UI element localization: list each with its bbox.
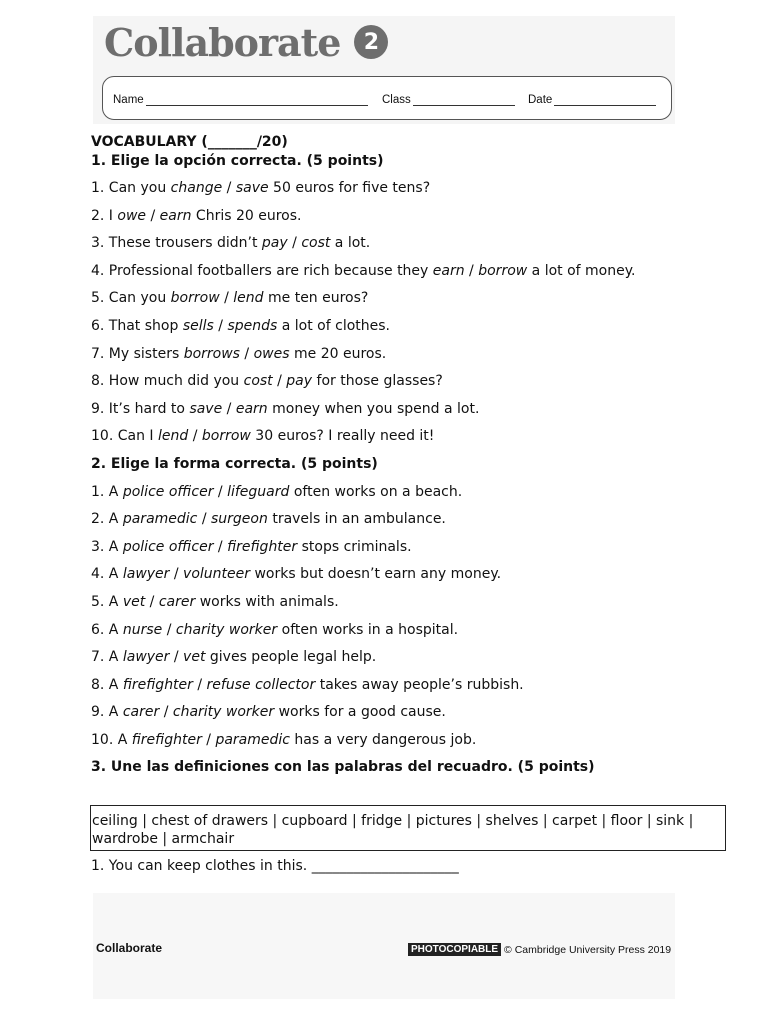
exercise-item [91,479,731,507]
option-separator: / [145,593,159,610]
item-text: 7. A [91,649,123,666]
exercise-item [91,368,731,396]
exercise-item [91,175,731,203]
item-text: 3. A [91,538,123,555]
option-b[interactable]: cost [301,235,331,252]
option-a[interactable]: owe [117,207,147,224]
logo-text: Collaborate [104,19,341,65]
exercise-item [91,313,731,341]
exercise-item [91,396,731,424]
name-label: Name [113,94,144,106]
item-text: 6. That shop [91,317,183,334]
option-b[interactable]: charity worker [175,621,278,638]
item-text: 2. I [91,207,118,224]
item-text: 6. A [91,621,123,638]
item-text-end: a lot of money. [527,262,636,279]
item-text: 4. Professional footballers are rich because they [91,262,433,279]
item-text-end: travels in an ambulance. [267,511,446,528]
option-separator: / [197,511,211,528]
option-a[interactable]: police officer [122,483,214,500]
exercise-item [91,644,731,672]
option-b[interactable]: paramedic [215,731,290,748]
option-b[interactable]: lend [233,290,264,307]
exercise-item [91,699,731,727]
option-a[interactable]: pay [261,235,288,252]
option-a[interactable]: earn [432,262,465,279]
class-line[interactable] [413,93,515,106]
item-text-end: Chris 20 euros. [191,207,302,224]
option-b[interactable]: surgeon [211,511,268,528]
option-separator: / [188,428,202,445]
option-separator: / [192,676,207,693]
option-a[interactable]: police officer [122,538,214,555]
option-separator: / [219,290,234,307]
date-label: Date [528,94,553,106]
exercise-item [91,258,731,286]
option-separator: / [213,317,228,334]
item-text: 8. How much did you [91,373,244,390]
item-text: 8. A [91,676,123,693]
option-a[interactable]: nurse [122,621,163,638]
option-a[interactable]: vet [122,593,146,610]
option-a[interactable]: borrow [170,290,220,307]
section3-title: 3. Une las definiciones con las palabras del recuadro. (5 points) [91,759,595,776]
item-text-end: takes away people’s rubbish. [315,676,524,693]
section2-title: 2. Elige la forma correcta. (5 points) [91,455,378,472]
class-label: Class [382,94,411,106]
item-text: 9. A [91,704,123,721]
item-text-end: works with animals. [195,593,339,610]
word-box: ceiling | chest of drawers | cupboard | fridge | pictures | shelves | carpet | floor | sink | wardrobe | armchair [90,805,726,851]
exercise-item [91,285,731,313]
option-b[interactable]: earn [235,400,268,417]
exercise-item [91,230,731,258]
item-text-end: money when you spend a lot. [267,400,480,417]
option-a[interactable]: sells [182,317,214,334]
option-b[interactable]: owes [253,345,290,362]
option-a[interactable]: cost [243,373,273,390]
option-b[interactable]: lifeguard [227,483,290,500]
option-b[interactable]: borrow [201,428,251,445]
collaborate-logo [104,18,388,66]
option-a[interactable]: change [170,180,223,196]
item-text: 10. A [91,731,132,748]
item-text-end: stops criminals. [297,538,412,555]
option-b[interactable]: carer [158,593,196,610]
item-text: 9. It’s hard to [91,400,190,417]
item-text-end: 50 euros for five tens? [268,180,431,196]
option-b[interactable]: volunteer [183,566,251,583]
option-b[interactable]: charity worker [172,704,275,721]
item-text-end: a lot. [330,235,371,252]
option-a[interactable]: lawyer [122,649,170,666]
vocabulary-heading: VOCABULARY (_______/20) [91,134,288,150]
item-text: 7. My sisters [91,345,184,362]
item-text-end: works for a good cause. [274,704,446,721]
item-text: 1. A [91,483,123,500]
option-b[interactable]: vet [183,649,206,666]
item-text-end: me ten euros? [263,290,369,307]
option-separator: / [162,621,176,638]
item-text-end: 30 euros? I really need it! [250,428,435,445]
exercise-item [91,617,731,645]
name-line[interactable] [146,93,368,106]
section2-items [91,479,731,755]
option-b[interactable]: save [235,180,269,196]
item-text-end: me 20 euros. [289,345,387,362]
option-b[interactable]: spends [227,317,278,334]
exercise-item [91,727,731,755]
option-separator: / [222,180,236,196]
exercise-item [91,203,731,231]
exercise-item [91,506,731,534]
option-separator: / [222,400,236,417]
option-a[interactable]: carer [122,704,160,721]
option-a[interactable]: save [189,400,223,417]
item-text-end: gives people legal help. [205,649,377,666]
item-text: 10. Can I [91,428,158,445]
item-text: 5. A [91,593,123,610]
section1-items [91,175,731,451]
option-a[interactable]: firefighter [131,731,202,748]
item-text-end: often works in a hospital. [277,621,459,638]
option-b[interactable]: refuse collector [206,676,316,693]
option-a[interactable]: borrows [183,345,240,362]
footer-copyright-block [408,943,671,956]
item-text-end: works but doesn’t earn any money. [250,566,502,583]
option-a[interactable]: paramedic [122,511,198,528]
item-text-end: has a very dangerous job. [289,731,477,748]
date-line[interactable] [554,93,656,106]
item-text-end: a lot of clothes. [277,317,390,334]
exercise-item [91,672,731,700]
option-b[interactable]: earn [159,207,192,224]
student-info-box [102,76,672,120]
option-separator: / [201,731,216,748]
copyright-text: © Cambridge University Press 2019 [504,943,672,956]
name-field[interactable] [113,93,368,106]
option-separator: / [287,235,302,252]
option-separator: / [146,207,160,224]
item-text: 1. Can you [91,180,171,196]
option-separator: / [239,345,254,362]
option-a[interactable]: lawyer [122,566,170,583]
option-separator: / [169,566,184,583]
option-a[interactable]: firefighter [122,676,193,693]
section3-question-1: 1. You can keep clothes in this. _____________________ [91,858,459,874]
item-text-end: for those glasses? [312,373,443,390]
exercise-item [91,534,731,562]
item-text: 2. A [91,511,123,528]
option-separator: / [213,538,228,555]
option-b[interactable]: pay [286,373,313,390]
class-field[interactable] [382,93,515,106]
item-text: 3. These trousers didn’t [91,235,262,252]
item-text: 4. A [91,566,123,583]
item-text-end: often works on a beach. [289,483,463,500]
option-separator: / [213,483,228,500]
footer-brand: Collaborate [96,941,163,955]
exercise-item [91,589,731,617]
option-separator: / [159,704,173,721]
option-separator: / [464,262,479,279]
worksheet-body [91,133,731,782]
exercise-item [91,561,731,589]
level-badge: 2 [354,25,388,59]
option-separator: / [272,373,287,390]
exercise-item [91,341,731,369]
option-a[interactable]: lend [157,428,189,445]
exercise-item [91,423,731,451]
option-b[interactable]: firefighter [227,538,298,555]
date-field[interactable] [528,93,656,106]
option-b[interactable]: borrow [478,262,528,279]
photocopiable-badge: PHOTOCOPIABLE [408,943,501,956]
item-text: 5. Can you [91,290,171,307]
section1-title: 1. Elige la opción correcta. (5 points) [91,153,384,169]
option-separator: / [169,649,184,666]
